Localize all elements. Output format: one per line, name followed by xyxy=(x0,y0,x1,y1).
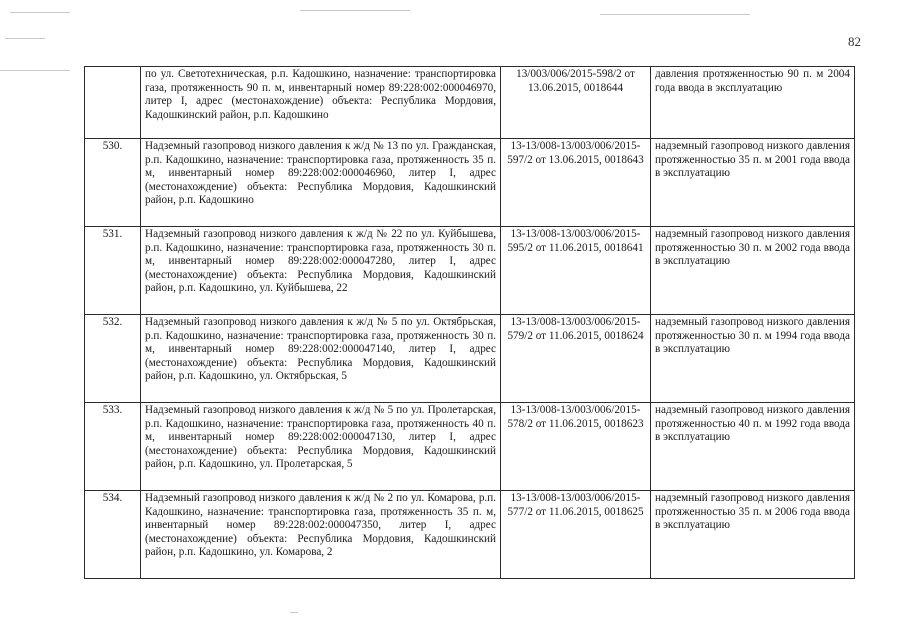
object-description-cell: Надземный газопровод низкого давления к ж/д № 5 по ул. Октябрьская, р.п. Кадошкино, назначение: транспортировка газа, протяженность 30 п. м, инвентарный номер 89:228:002:000047140, литер I, адрес (местонахождение) объекта: Республика Мордовия, Кадошкинский район, р.п. Кадошкино, ул. Октябрьская, 5 xyxy=(141,315,501,403)
row-number-cell: 531. xyxy=(85,227,141,315)
characteristics-cell: давления протяженностью 90 п. м 2004 года ввода в эксплуатацию xyxy=(651,67,855,139)
scan-artifact-line xyxy=(300,10,410,11)
table-row xyxy=(85,139,855,227)
scan-artifact-line xyxy=(10,12,70,13)
registration-cell: 13-13/008-13/003/006/2015-578/2 от 11.06.2015, 0018623 xyxy=(501,403,651,491)
row-number-cell: 533. xyxy=(85,403,141,491)
object-description-cell: Надземный газопровод низкого давления к ж/д № 22 по ул. Куйбышева, р.п. Кадошкино, назначение: транспортировка газа, протяженность 30 п. м, инвентарный номер 89:228:002:000047280, литер I, адрес (местонахождение) объекта: Республика Мордовия, Кадошкинский район, р.п. Кадошкино, ул. Куйбышева, 22 xyxy=(141,227,501,315)
object-description-cell: по ул. Светотехническая, р.п. Кадошкино, назначение: транспортировка газа, протяженность 90 п. м, инвентарный номер 89:228:002:000046970, литер I, адрес (местонахождение) объекта: Республика Мордовия, Кадошкинский район, р.п. Кадошкино xyxy=(141,67,501,139)
registration-cell: 13-13/008-13/003/006/2015-597/2 от 13.06.2015, 0018643 xyxy=(501,139,651,227)
scan-artifact-line xyxy=(600,14,750,15)
object-description-cell: Надземный газопровод низкого давления к ж/д № 2 по ул. Комарова, р.п. Кадошкино, назначение: транспортировка газа, протяженность 35 п. м, инвентарный номер 89:228:002:000047350, литер I, адрес (местонахождение) объекта: Республика Мордовия, Кадошкинский район, р.п. Кадошкино, ул. Комарова, 2 xyxy=(141,491,501,579)
row-number-cell: 532. xyxy=(85,315,141,403)
characteristics-cell: надземный газопровод низкого давления протяженностью 35 п. м 2001 года ввода в эксплуатацию xyxy=(651,139,855,227)
table-row xyxy=(85,227,855,315)
row-number-cell: 530. xyxy=(85,139,141,227)
object-description-cell: Надземный газопровод низкого давления к ж/д № 13 по ул. Гражданская, р.п. Кадошкино, назначение: транспортировка газа, протяженность 35 п. м, инвентарный номер 89:228:002:000046960, литер I, адрес (местонахождение) объекта: Республика Мордовия, Кадошкинский район, р.п. Кадошкино xyxy=(141,139,501,227)
characteristics-cell: надземный газопровод низкого давления протяженностью 30 п. м 1994 года ввода в эксплуатацию xyxy=(651,315,855,403)
table-row xyxy=(85,315,855,403)
row-number-cell: 534. xyxy=(85,491,141,579)
scan-artifact-line xyxy=(0,70,70,71)
scan-artifact-line xyxy=(5,38,45,39)
object-description-cell: Надземный газопровод низкого давления к ж/д № 5 по ул. Пролетарская, р.п. Кадошкино, назначение: транспортировка газа, протяженность 40 п. м, инвентарный номер 89:228:002:000047130, литер I, адрес (местонахождение) объекта: Республика Мордовия, Кадошкинский район, р.п. Кадошкино, ул. Пролетарская, 5 xyxy=(141,403,501,491)
table-row xyxy=(85,403,855,491)
characteristics-cell: надземный газопровод низкого давления протяженностью 30 п. м 2002 года ввода в эксплуатацию xyxy=(651,227,855,315)
table-row xyxy=(85,67,855,139)
characteristics-cell: надземный газопровод низкого давления протяженностью 40 п. м 1992 года ввода в эксплуатацию xyxy=(651,403,855,491)
characteristics-cell: надземный газопровод низкого давления протяженностью 35 п. м 2006 года ввода в эксплуатацию xyxy=(651,491,855,579)
row-number-cell xyxy=(85,67,141,139)
page-number: 82 xyxy=(848,34,861,49)
registration-cell: 13-13/008-13/003/006/2015-579/2 от 11.06.2015, 0018624 xyxy=(501,315,651,403)
registration-cell: 13-13/008-13/003/006/2015-595/2 от 11.06.2015, 0018641 xyxy=(501,227,651,315)
scan-artifact-line xyxy=(290,612,298,613)
table-row xyxy=(85,491,855,579)
registration-cell: 13-13/008-13/003/006/2015-577/2 от 11.06.2015, 0018625 xyxy=(501,491,651,579)
registry-table xyxy=(84,66,855,579)
registration-cell: 13/003/006/2015-598/2 от 13.06.2015, 0018644 xyxy=(501,67,651,139)
